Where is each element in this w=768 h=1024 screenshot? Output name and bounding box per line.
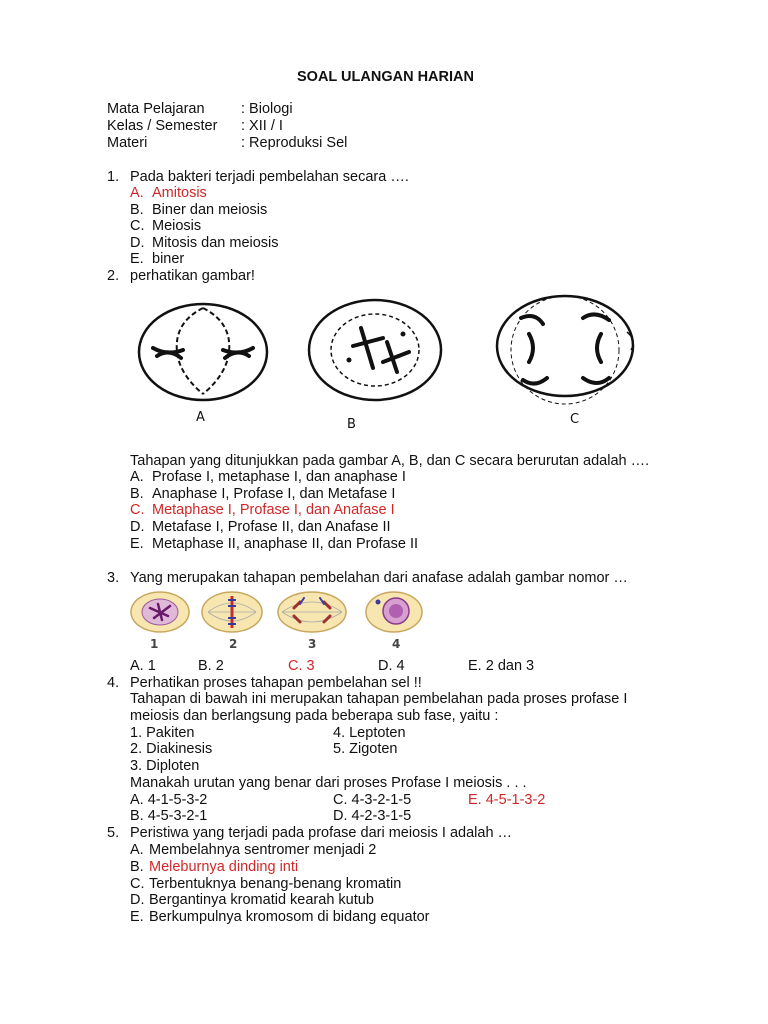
q3-cell-3 xyxy=(278,592,346,632)
header-subject-label: Mata Pelajaran xyxy=(107,101,205,117)
q2-figure-label-b: B xyxy=(347,417,356,432)
cell-b-drawing xyxy=(309,300,441,400)
q4-desc-line2: meiosis dan berlangsung pada beberapa sub fase, yaitu : xyxy=(130,708,499,724)
q5-option-d-letter: D. xyxy=(130,892,145,908)
cell-a-drawing xyxy=(139,304,267,400)
q5-number: 5. xyxy=(107,825,120,841)
q2-figure-label-a: A xyxy=(196,410,205,425)
q2-option-d-letter: D. xyxy=(130,519,145,535)
q1-option-a: Amitosis xyxy=(152,185,207,201)
q2-option-c: Metaphase I, Profase I, dan Anafase I xyxy=(152,502,395,518)
q4-option-a: A. 4-1-5-3-2 xyxy=(130,792,208,808)
q3-option-e: E. 2 dan 3 xyxy=(468,658,535,674)
page-title: SOAL ULANGAN HARIAN xyxy=(297,69,474,85)
q1-option-d: Mitosis dan meiosis xyxy=(152,235,279,251)
q1-option-e-letter: E. xyxy=(130,251,144,267)
header-topic-value: : Reproduksi Sel xyxy=(241,135,348,151)
q1-text: Pada bakteri terjadi pembelahan secara …. xyxy=(130,169,409,185)
q3-option-b: B. 2 xyxy=(198,658,224,674)
q5-option-e: Berkumpulnya kromosom di bidang equator xyxy=(149,909,430,925)
q3-cell-4 xyxy=(366,592,422,632)
q2-option-b-letter: B. xyxy=(130,486,144,502)
q5-option-b: Meleburnya dinding inti xyxy=(149,859,299,875)
q3-number: 3. xyxy=(107,570,120,586)
header-topic-label: Materi xyxy=(107,135,148,151)
q4-phase-3: 3. Diploten xyxy=(130,758,200,774)
q4-number: 4. xyxy=(107,675,120,691)
q1-option-c-letter: C. xyxy=(130,218,145,234)
q4-phase-2: 2. Diakinesis xyxy=(130,741,213,757)
q3-option-c: C. 3 xyxy=(288,658,315,674)
q1-option-c: Meiosis xyxy=(152,218,202,234)
cell-c-drawing xyxy=(497,296,633,404)
q2-option-a-letter: A. xyxy=(130,469,144,485)
q3-figure-label-4: 4 xyxy=(392,637,401,651)
header-class-value: : XII / I xyxy=(241,118,283,134)
q3-figure-label-2: 2 xyxy=(229,637,238,651)
q1-option-a-letter: A. xyxy=(130,185,144,201)
header-class-label: Kelas / Semester xyxy=(107,118,218,134)
q1-number: 1. xyxy=(107,169,120,185)
q3-option-a: A. 1 xyxy=(130,658,156,674)
q1-option-d-letter: D. xyxy=(130,235,145,251)
q4-option-e: E. 4-5-1-3-2 xyxy=(468,792,546,808)
q5-option-c-letter: C. xyxy=(130,876,145,892)
q3-option-d: D. 4 xyxy=(378,658,405,674)
q3-text: Yang merupakan tahapan pembelahan dari anafase adalah gambar nomor … xyxy=(130,570,628,586)
q4-desc-line1: Tahapan di bawah ini merupakan tahapan pembelahan pada proses profase I xyxy=(130,691,628,707)
q4-option-c: C. 4-3-2-1-5 xyxy=(333,792,412,808)
q4-phase-1: 1. Pakiten xyxy=(130,725,195,741)
q5-option-d: Bergantinya kromatid kearah kutub xyxy=(149,892,374,908)
q5-text: Peristiwa yang terjadi pada profase dari meiosis I adalah … xyxy=(130,825,513,841)
q4-phase-4: 4. Leptoten xyxy=(333,725,406,741)
q5-option-b-letter: B. xyxy=(130,859,144,875)
q5-option-a-letter: A. xyxy=(130,842,144,858)
q1-option-e: biner xyxy=(152,251,185,267)
q2-option-b: Anaphase I, Profase I, dan Metafase I xyxy=(152,486,396,502)
q3-cell-1 xyxy=(131,592,189,632)
q4-option-d: D. 4-2-3-1-5 xyxy=(333,808,412,824)
q2-figure-label-c: C xyxy=(570,412,580,427)
q5-option-a: Membelahnya sentromer menjadi 2 xyxy=(149,842,377,858)
q3-cell-2 xyxy=(202,592,262,632)
q3-figure-label-3: 3 xyxy=(308,637,317,651)
q2-stem: Tahapan yang ditunjukkan pada gambar A, B, dan C secara berurutan adalah …. xyxy=(130,453,650,469)
q1-option-b: Biner dan meiosis xyxy=(152,202,268,218)
q2-option-d: Metafase I, Profase II, dan Anafase II xyxy=(152,519,391,535)
q2-option-e: Metaphase II, anaphase II, dan Profase II xyxy=(152,536,419,552)
q4-phase-5: 5. Zigoten xyxy=(333,741,398,757)
q4-text: Perhatikan proses tahapan pembelahan sel !! xyxy=(130,675,422,691)
q2-option-e-letter: E. xyxy=(130,536,144,552)
q1-option-b-letter: B. xyxy=(130,202,144,218)
q2-text: perhatikan gambar! xyxy=(130,268,255,284)
q2-option-a: Profase I, metaphase I, dan anaphase I xyxy=(152,469,406,485)
q5-option-c: Terbentuknya benang-benang kromatin xyxy=(149,876,402,892)
q5-option-e-letter: E. xyxy=(130,909,144,925)
q2-option-c-letter: C. xyxy=(130,502,145,518)
q4-option-b: B. 4-5-3-2-1 xyxy=(130,808,208,824)
q3-figure-label-1: 1 xyxy=(150,637,159,651)
q3-cell-figures xyxy=(128,590,428,640)
q4-question: Manakah urutan yang benar dari proses Profase I meiosis . . . xyxy=(130,775,527,791)
q2-number: 2. xyxy=(107,268,120,284)
header-subject-value: : Biologi xyxy=(241,101,293,117)
